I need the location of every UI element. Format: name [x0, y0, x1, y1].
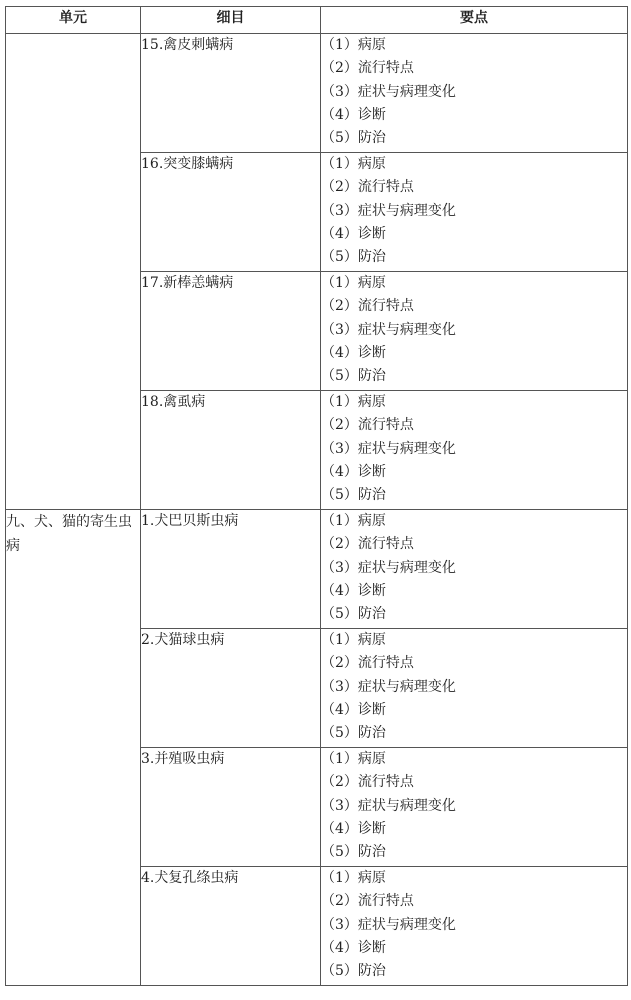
point-item: （1）病原 — [321, 870, 386, 886]
points-cell — [321, 34, 628, 153]
points-cell — [321, 272, 628, 391]
header-item: 细目 — [141, 7, 321, 34]
point-item: （5）防治 — [321, 606, 386, 623]
point-item: （4）诊断 — [321, 463, 386, 480]
point-item: （5）防治 — [321, 844, 386, 861]
points-cell — [321, 748, 628, 867]
point-item: （3）症状与病理变化 — [321, 440, 456, 457]
point-item: （2）流行特点 — [321, 893, 414, 910]
points-cell — [321, 391, 628, 510]
point-item: （2）流行特点 — [321, 60, 414, 77]
item-title-cell: 15.禽皮刺螨病 — [141, 34, 321, 153]
table-header-row — [6, 7, 628, 34]
point-item: （4）诊断 — [321, 701, 386, 718]
item-title-cell: 4.犬复孔绦虫病 — [141, 867, 321, 986]
point-item: （1）病原 — [321, 513, 386, 529]
table-body — [6, 34, 628, 986]
point-item: （5）防治 — [321, 130, 386, 147]
point-item: （4）诊断 — [321, 820, 386, 837]
point-item: （2）流行特点 — [321, 298, 414, 315]
points-cell — [321, 153, 628, 272]
item-title-cell: 2.犬猫球虫病 — [141, 629, 321, 748]
table-row — [6, 34, 628, 153]
point-item: （1）病原 — [321, 156, 386, 172]
point-item: （5）防治 — [321, 963, 386, 980]
point-item: （3）症状与病理变化 — [321, 797, 456, 814]
point-item: （1）病原 — [321, 275, 386, 291]
item-title-cell: 17.新棒恙螨病 — [141, 272, 321, 391]
points-cell — [321, 629, 628, 748]
syllabus-table — [5, 6, 628, 986]
point-item: （5）防治 — [321, 368, 386, 385]
point-item: （3）症状与病理变化 — [321, 678, 456, 695]
point-item: （2）流行特点 — [321, 417, 414, 434]
point-item: （4）诊断 — [321, 582, 386, 599]
unit-cell — [6, 34, 141, 510]
points-cell — [321, 510, 628, 629]
point-item: （4）诊断 — [321, 939, 386, 956]
point-item: （1）病原 — [321, 37, 386, 53]
point-item: （2）流行特点 — [321, 655, 414, 672]
item-title-cell: 1.犬巴贝斯虫病 — [141, 510, 321, 629]
point-item: （3）症状与病理变化 — [321, 202, 456, 219]
item-title-cell: 3.并殖吸虫病 — [141, 748, 321, 867]
header-points: 要点 — [321, 7, 628, 34]
item-title-cell: 16.突变膝螨病 — [141, 153, 321, 272]
point-item: （4）诊断 — [321, 344, 386, 361]
point-item: （1）病原 — [321, 394, 386, 410]
point-item: （2）流行特点 — [321, 774, 414, 791]
point-item: （5）防治 — [321, 725, 386, 742]
point-item: （1）病原 — [321, 751, 386, 767]
item-title-cell: 18.禽虱病 — [141, 391, 321, 510]
point-item: （5）防治 — [321, 487, 386, 504]
point-item: （2）流行特点 — [321, 179, 414, 196]
points-cell — [321, 867, 628, 986]
point-item: （2）流行特点 — [321, 536, 414, 553]
point-item: （3）症状与病理变化 — [321, 559, 456, 576]
point-item: （3）症状与病理变化 — [321, 321, 456, 338]
unit-cell: 九、犬、猫的寄生虫病 — [6, 510, 141, 986]
point-item: （3）症状与病理变化 — [321, 83, 456, 100]
point-item: （3）症状与病理变化 — [321, 916, 456, 933]
point-item: （1）病原 — [321, 632, 386, 648]
point-item: （4）诊断 — [321, 225, 386, 242]
header-unit: 单元 — [6, 7, 141, 34]
point-item: （4）诊断 — [321, 106, 386, 123]
table-row — [6, 510, 628, 629]
point-item: （5）防治 — [321, 249, 386, 266]
